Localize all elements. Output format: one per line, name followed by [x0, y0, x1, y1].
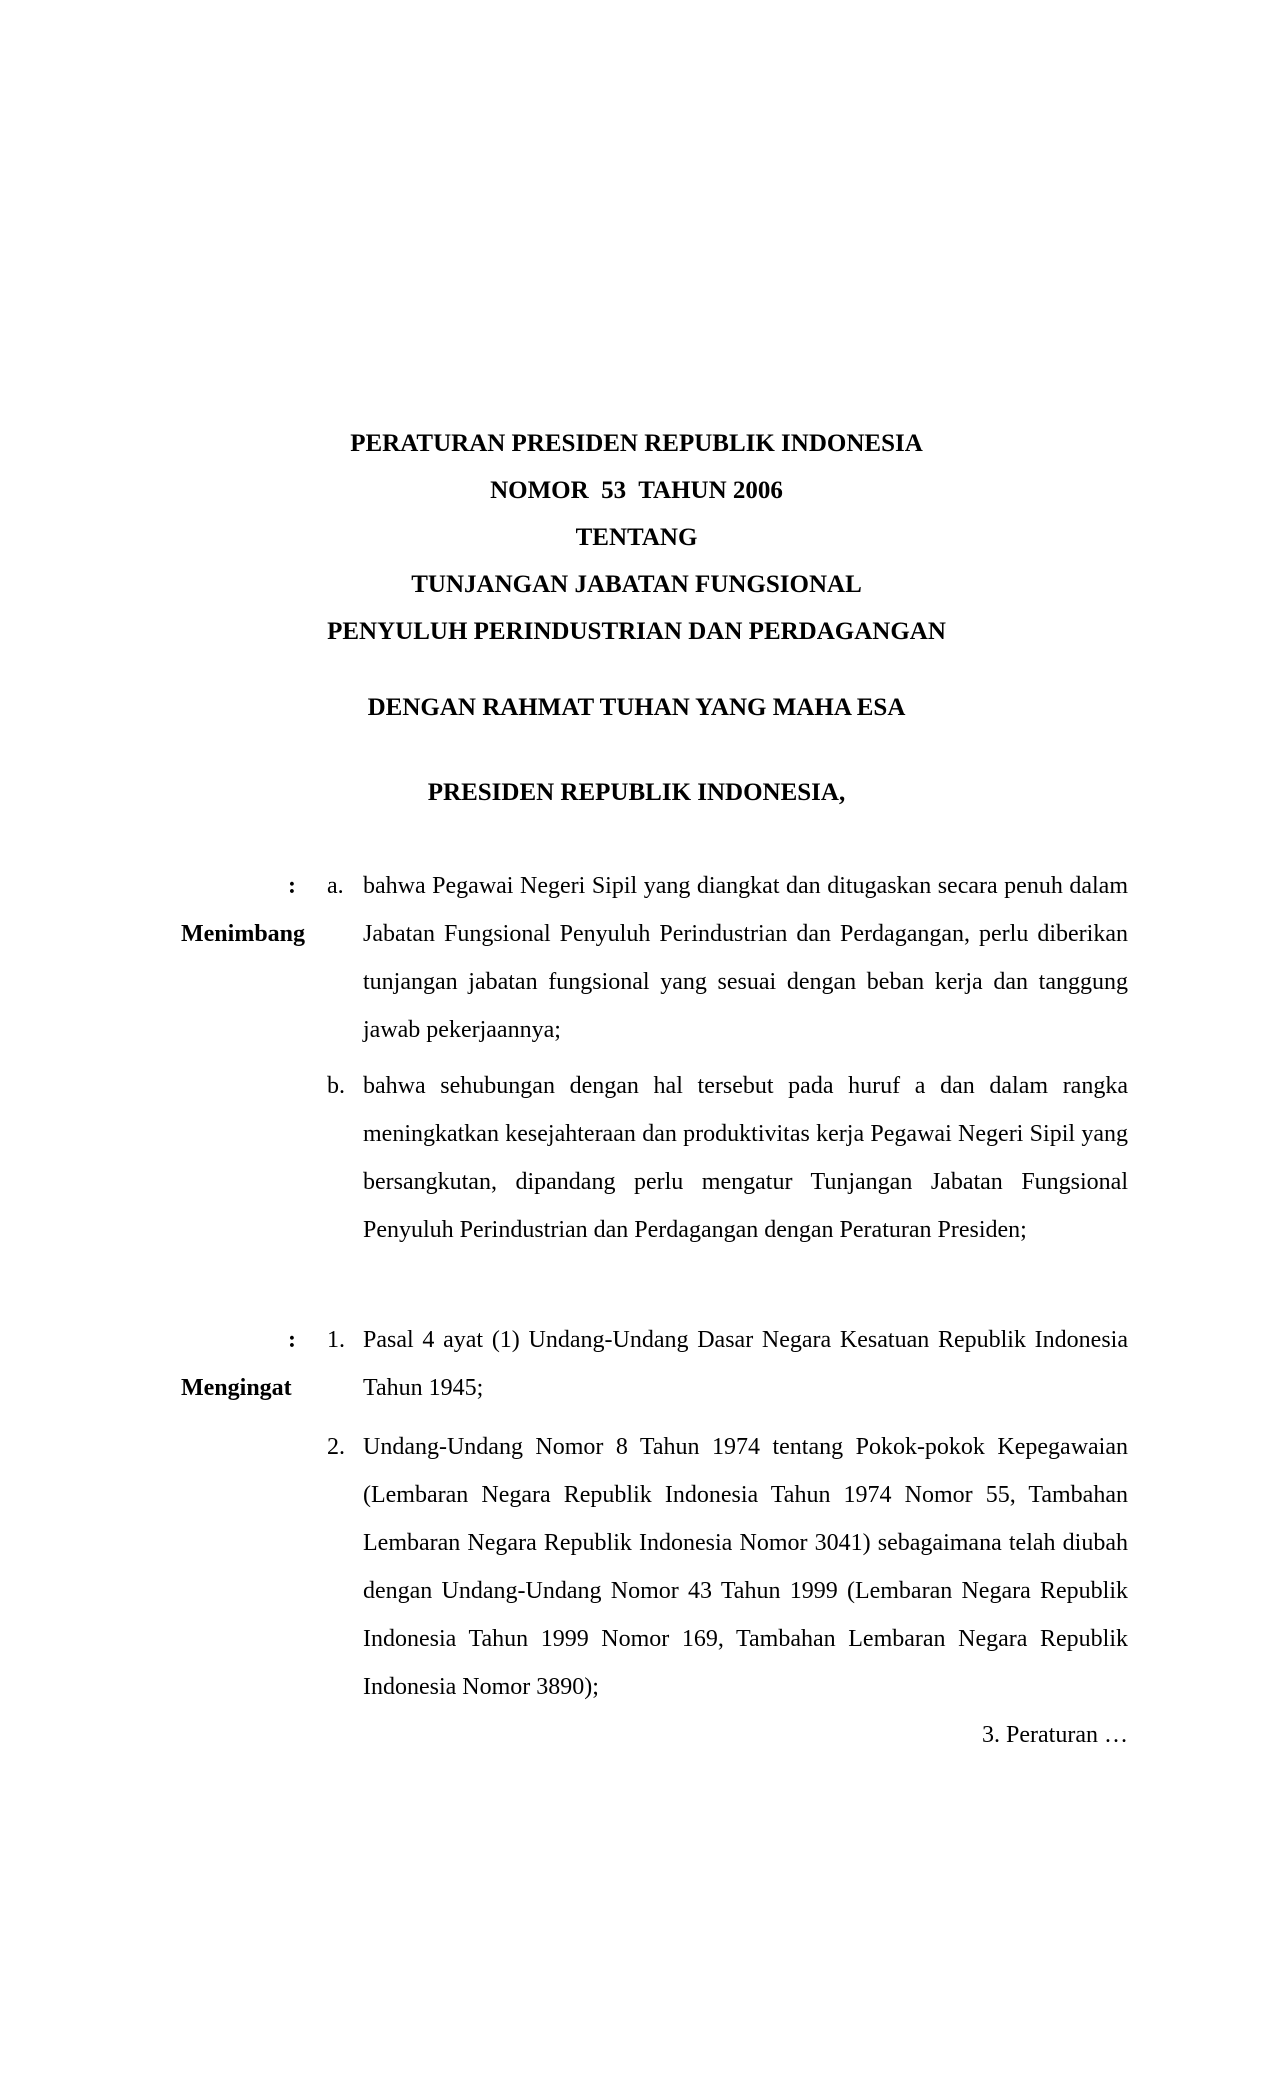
- section-label-text: Mengingat: [181, 1375, 292, 1401]
- list-item-text: bahwa Pegawai Negeri Sipil yang diangkat dan ditugaskan secara penuh dalam Jabatan Fungsional Penyuluh Perindustrian dan Perdagangan, perlu diberikan tunjangan jabatan fungsional yang sesuai dengan beban kerja dan tanggung jawab pekerjaannya;: [363, 873, 1128, 1043]
- section-mengingat: [145, 1316, 1128, 1711]
- list-item-menimbang-b: [327, 1062, 1128, 1254]
- list-item-mengingat-1: [327, 1316, 1128, 1412]
- doc-title-line-2: NOMOR 53 TAHUN 2006: [490, 477, 783, 504]
- list-item-marker: 2.: [327, 1434, 345, 1460]
- section-label-colon: :: [288, 873, 296, 899]
- doc-issuer: PRESIDEN REPUBLIK INDONESIA,: [427, 779, 846, 806]
- section-mengingat-label: [145, 1316, 327, 1508]
- list-item-marker: 1.: [327, 1327, 345, 1353]
- list-item-text: bahwa sehubungan dengan hal tersebut pada huruf a dan dalam rangka meningkatkan kesejahteraan dan produktivitas kerja Pegawai Negeri Sipil yang bersangkutan, dipandang perlu mengatur Tunjangan Jabatan Fungsional Penyuluh Perindustrian dan Perdagangan dengan Peraturan Presiden;: [363, 1073, 1128, 1243]
- section-mengingat-items: [327, 1316, 1128, 1711]
- list-item-text: Pasal 4 ayat (1) Undang-Undang Dasar Negara Kesatuan Republik Indonesia Tahun 1945;: [363, 1327, 1128, 1401]
- doc-title-line-4: TUNJANGAN JABATAN FUNGSIONAL: [411, 571, 862, 598]
- list-item-marker: b.: [327, 1073, 345, 1099]
- list-item-marker: a.: [327, 873, 344, 899]
- list-item-menimbang-a: [327, 862, 1128, 1054]
- section-label-text: Menimbang: [181, 921, 306, 947]
- doc-title-line-5: PENYULUH PERINDUSTRIAN DAN PERDAGANGAN: [327, 618, 946, 645]
- section-menimbang: [145, 862, 1128, 1254]
- doc-title-line-1: PERATURAN PRESIDEN REPUBLIK INDONESIA: [350, 430, 923, 457]
- section-menimbang-label: [145, 862, 327, 1054]
- doc-title-line-3: TENTANG: [575, 524, 698, 551]
- doc-motto: DENGAN RAHMAT TUHAN YANG MAHA ESA: [367, 694, 906, 721]
- doc-title-block: [145, 420, 1128, 655]
- page-catchword: 3. Peraturan …: [982, 1722, 1128, 1748]
- section-menimbang-items: [327, 862, 1128, 1254]
- list-item-text: Undang-Undang Nomor 8 Tahun 1974 tentang Pokok-pokok Kepegawaian (Lembaran Negara Republik Indonesia Tahun 1974 Nomor 55, Tambahan Lembaran Negara Republik Indonesia Nomor 3041) sebagaimana telah diubah dengan Undang-Undang Nomor 43 Tahun 1999 (Lembaran Negara Republik Indonesia Tahun 1999 Nomor 169, Tambahan Lembaran Negara Republik Indonesia Nomor 3890);: [363, 1434, 1128, 1700]
- list-item-mengingat-2: [327, 1423, 1128, 1711]
- section-label-colon: :: [288, 1327, 296, 1353]
